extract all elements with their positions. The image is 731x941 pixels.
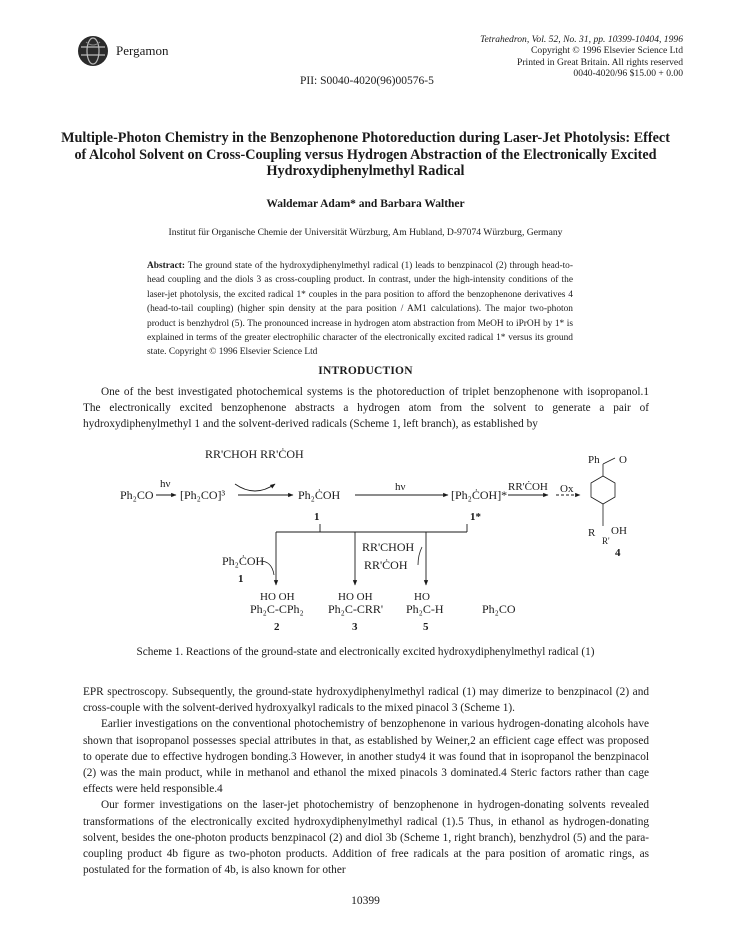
arrow-curved [235, 484, 275, 491]
scheme-reagents-top: RR'CHOH RR'ĊOH [205, 447, 304, 461]
bond-co [603, 458, 615, 464]
scheme-caption: Scheme 1. Reactions of the ground-state and electronically excited hydroxydiphenylmethyl radical (1) [136, 646, 595, 658]
authors: Waldemar Adam* and Barbara Walther [266, 198, 465, 210]
abstract [147, 259, 573, 360]
printed-line: Printed in Great Britain. All rights reserved [517, 56, 683, 68]
intro-paragraph: One of the best investigated photochemical systems is the photoreduction of triplet benzophenone with isopropanol.1 The electronically excited benzophenone abstracts a hydrogen atom from the solvent to generate a pair of hydroxydiphenylmethyl 1 and the solvent-derived radicals (Scheme 1, left branch), as established by [83, 386, 649, 431]
copyright-line: Copyright © 1996 Elsevier Science Ltd [531, 45, 683, 57]
journal-info [480, 34, 683, 79]
scheme-excited: [Ph₂ĊOH]* [451, 488, 508, 502]
scheme-mid-reagent1: RR'CHOH [362, 540, 415, 554]
scheme-p3-top: HO OH [338, 591, 373, 603]
scheme-p2-label: 2 [274, 621, 280, 633]
scheme-p3-label: 3 [352, 621, 358, 633]
abstract-text: The ground state of the hydroxydiphenylmethyl radical (1) leads to benzpinacol (2) through head-to-head coupling and the diols 3 as cross-coupling product. In contrast, under the high-intensity conditions of the laser-jet photolysis, the excited radical 1* couples in the para position to afford the benzophenone derivatives 4 (head-to-tail coupling) (higher spin density at the para position / AM1 calculations). The major two-photon product is benzhydrol (5). The pronounced increase in hydrogen atom abstraction from MeOH to iPrOH by 1* is explained in terms of the greater electrophilic character of the electronically excited radical 1* versus its ground state. Copyright © 1996 Elsevier Science Ltd [147, 261, 573, 358]
globe-logo-icon [78, 36, 108, 66]
scheme-triplet: [Ph₂CO]³ [180, 488, 226, 502]
scheme-r1: R [588, 527, 596, 539]
scheme-p5: Ph₂C-H [406, 602, 444, 616]
body-paragraph-3: Our former investigations on the laser-jet photochemistry of benzophenone in hydrogen-donating solvents revealed transformations of the electronically excited hydroxydiphenylmethyl radical (1).5 Thus, in ethanol as hydrogen-donating solvent, besides the one-photon products benzpinacol (2) and diol 3b (Scheme 1, right branch), benzhydrol (5) and the para-coupling product 4b figure as two-photon products. Addition of free radicals at the para position of aromatic rings, as postulated for the formation of 4b, is also known for other [83, 799, 649, 877]
reaction-scheme [110, 440, 630, 640]
scheme-label-4: 4 [615, 547, 621, 559]
scheme-label-1: 1 [314, 511, 320, 523]
body-text [83, 684, 649, 878]
scheme-radical: Ph₂ĊOH [298, 488, 341, 502]
section-heading: INTRODUCTION [318, 365, 413, 377]
scheme-label-1star: 1* [470, 511, 481, 523]
affiliation: Institut für Organische Chemie der Universität Würzburg, Am Hubland, D-97074 Würzburg, Germany [168, 227, 563, 238]
scheme-r2: R' [602, 536, 610, 546]
scheme-left-label: 1 [238, 573, 244, 585]
scheme-hv2: hν [395, 481, 406, 493]
benzene-ring-icon [591, 476, 615, 504]
scheme-p3: Ph₂C-CRR' [328, 602, 384, 616]
scheme-p6: Ph₂CO [482, 602, 516, 616]
page-number: 10399 [351, 895, 380, 907]
curve-mid [418, 547, 422, 565]
price-line: 0040-4020/96 $15.00 + 0.00 [573, 67, 683, 79]
scheme-mid-reagent2: RR'ĊOH [364, 558, 408, 572]
scheme-oh: OH [611, 525, 627, 537]
article-title: Multiple-Photon Chemistry in the Benzophenone Photoreduction during Laser-Jet Photolysis: Effect of Alcohol Solvent on Cross-Coupling versus Hydrogen Abstraction of the Electronically Excited Hydroxydiphenylmethyl Radical [61, 130, 670, 179]
scheme-o: O [619, 454, 627, 466]
scheme-p5-label: 5 [423, 621, 429, 633]
body-paragraph-2: Earlier investigations on the conventional photochemistry of benzophenone in various hydrogen-donating alcohols have shown that isopropanol possesses special attributes in that, as established by Weiner,2 an efficient cage effect was proposed to operate due to effective hydrogen bonding.3 However, in another study4 it was found that in isopropanol the benzpinacol (2) was the main product, while in methanol and ethanol the mixed pinacols 3 dominated.4 Steric factors rather than cage effects were held responsible.4 [83, 718, 649, 796]
body-paragraph-1: EPR spectroscopy. Subsequently, the ground-state hydroxydiphenylmethyl radical (1) may dimerize to benzpinacol (2) and cross-couple with the solvent-derived hydroxyalkyl radicals to the mixed pinacol 3 (Scheme 1). [83, 686, 649, 715]
publisher-logo [78, 36, 108, 66]
scheme-ox: Ox [560, 483, 574, 495]
abstract-label: Abstract: [147, 261, 186, 271]
scheme-p2: Ph₂C-CPh₂ [250, 602, 304, 616]
scheme-reagent-rr: RR'ĊOH [508, 481, 548, 493]
scheme-ph: Ph [588, 454, 600, 466]
scheme-p5-top: HO [414, 591, 430, 603]
pii-code: PII: S0040-4020(96)00576-5 [300, 75, 434, 87]
scheme-left-radical: Ph₂ĊOH [222, 554, 265, 568]
publisher-name: Pergamon [116, 43, 169, 58]
journal-citation: Tetrahedron, Vol. 52, No. 31, pp. 10399-10404, 1996 [480, 34, 683, 45]
scheme-hv1: hν [160, 478, 171, 490]
scheme-p2-top: HO OH [260, 591, 295, 603]
scheme-start: Ph₂CO [120, 488, 154, 502]
intro-paragraph-block [83, 384, 649, 433]
